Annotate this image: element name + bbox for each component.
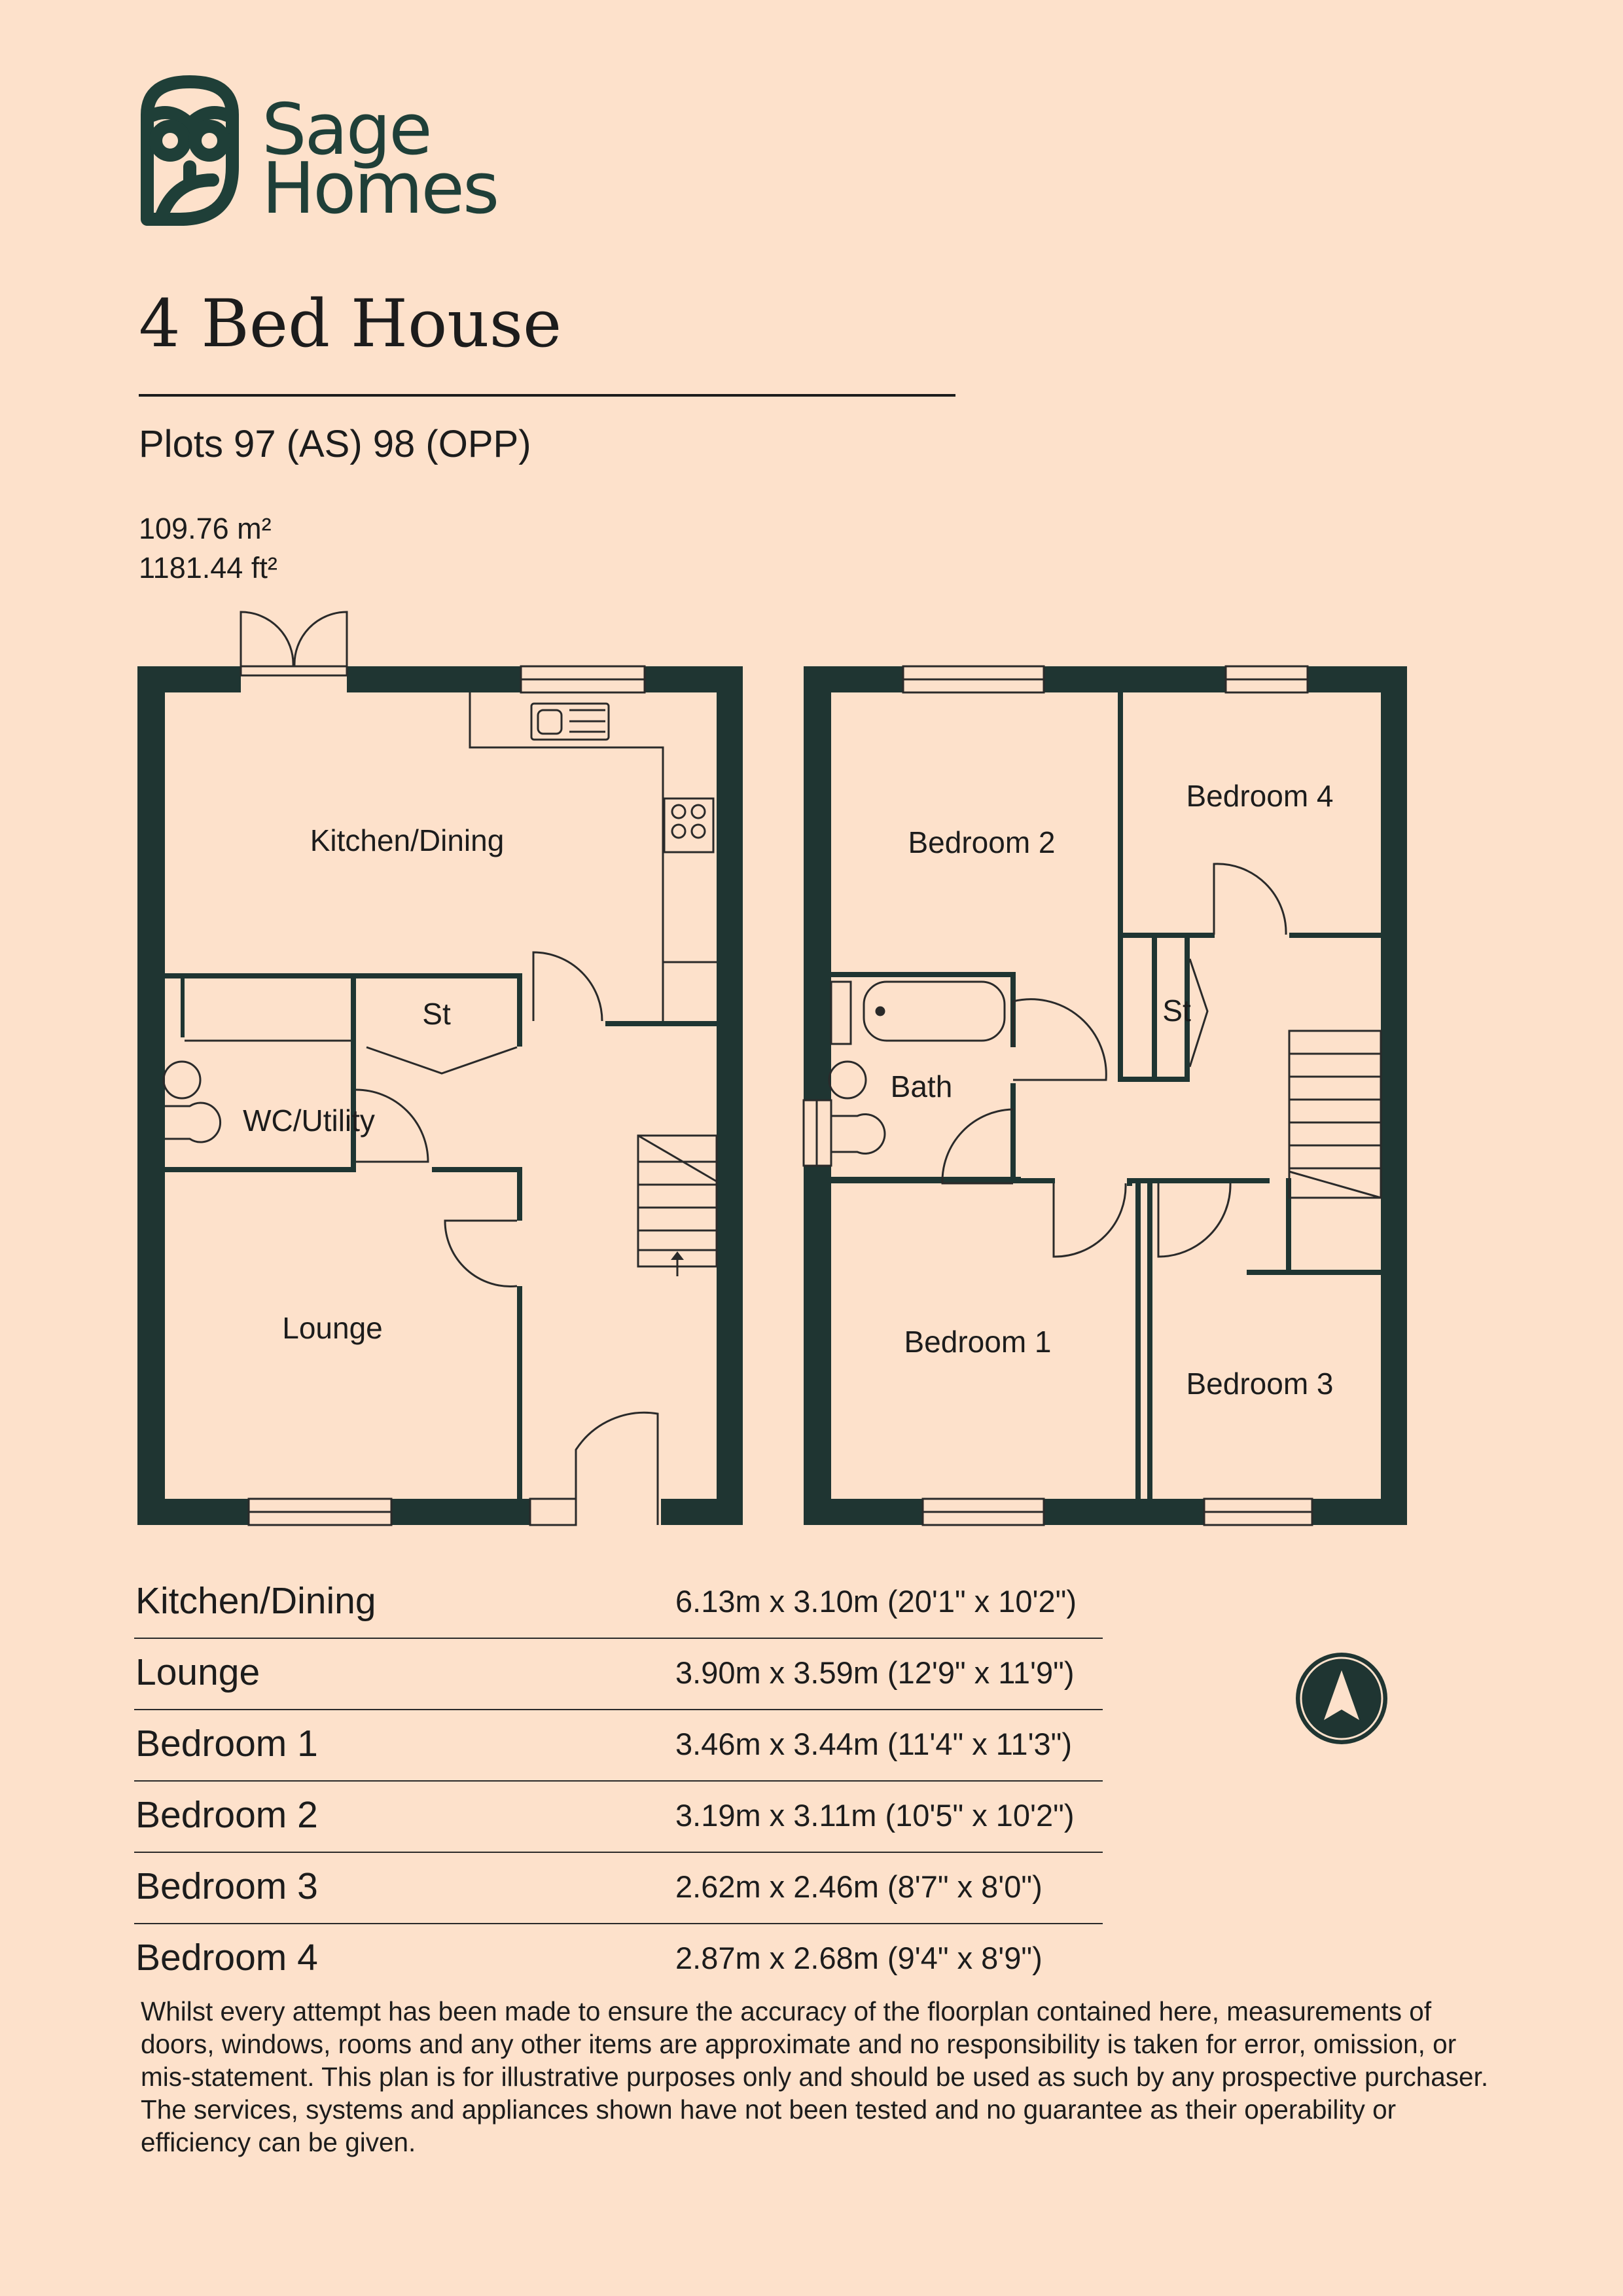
room-label-lounge: Lounge	[282, 1311, 383, 1345]
room-label-store-first: St	[1162, 994, 1191, 1028]
area-sqft: 1181.44 ft²	[139, 551, 277, 584]
dimension-value: 6.13m x 3.10m (20'1" x 10'2")	[675, 1584, 1077, 1619]
room-label-bedroom-4: Bedroom 4	[1186, 779, 1334, 813]
dimension-value: 3.90m x 3.59m (12'9" x 11'9")	[675, 1655, 1075, 1690]
table-row	[134, 1924, 1103, 1994]
dimension-value: 2.62m x 2.46m (8'7" x 8'0")	[675, 1869, 1043, 1904]
page-title: 4 Bed House	[139, 285, 562, 362]
dimension-value: 3.46m x 3.44m (11'4" x 11'3")	[675, 1727, 1073, 1761]
room-label-bedroom-1: Bedroom 1	[904, 1325, 1052, 1359]
dimension-room-name: Kitchen/Dining	[135, 1580, 376, 1622]
dimension-room-name: Bedroom 2	[135, 1794, 318, 1836]
brand-name-line2: Homes	[262, 148, 498, 230]
north-arrow-icon	[1293, 1649, 1391, 1748]
plots-subtitle: Plots 97 (AS) 98 (OPP)	[139, 423, 531, 465]
disclaimer-text: Whilst every attempt has been made to ensure the accuracy of the floorplan contained here, measurements of doors, windows, rooms and any other items are approximate and no responsibility is taken for error, omission, or mis-statement. This plan is for illustrative purposes only and should be used as such by any prospective purchaser. The services, systems and appliances shown have not been tested and no guarantee as their operability or efficiency can be given.	[141, 1996, 1489, 2157]
dimension-value: 3.19m x 3.11m (10'5" x 10'2")	[675, 1798, 1075, 1833]
table-row	[134, 1568, 1103, 1639]
dimension-room-name: Bedroom 3	[135, 1865, 318, 1907]
room-label-bath: Bath	[890, 1069, 953, 1103]
table-row	[134, 1710, 1103, 1782]
first-floor-plan	[804, 666, 1407, 1525]
room-label-bedroom-3: Bedroom 3	[1186, 1367, 1334, 1401]
ground-floor-plan	[137, 612, 743, 1525]
room-label-kitchen: Kitchen/Dining	[310, 823, 505, 857]
table-row	[134, 1782, 1103, 1853]
dimension-room-name: Lounge	[135, 1651, 260, 1693]
table-row	[134, 1639, 1103, 1710]
room-label-store-ground: St	[422, 997, 451, 1031]
dimension-value: 2.87m x 2.68m (9'4" x 8'9")	[675, 1941, 1043, 1975]
brand-name-line1: Sage	[262, 89, 431, 171]
room-label-wc-utility: WC/Utility	[243, 1103, 375, 1138]
room-dimensions-table	[134, 1568, 1103, 1994]
table-row	[134, 1853, 1103, 1924]
dimension-room-name: Bedroom 1	[135, 1723, 318, 1765]
dimension-room-name: Bedroom 4	[135, 1937, 318, 1979]
area-sqm: 109.76 m²	[139, 512, 272, 545]
room-label-bedroom-2: Bedroom 2	[908, 825, 1056, 859]
